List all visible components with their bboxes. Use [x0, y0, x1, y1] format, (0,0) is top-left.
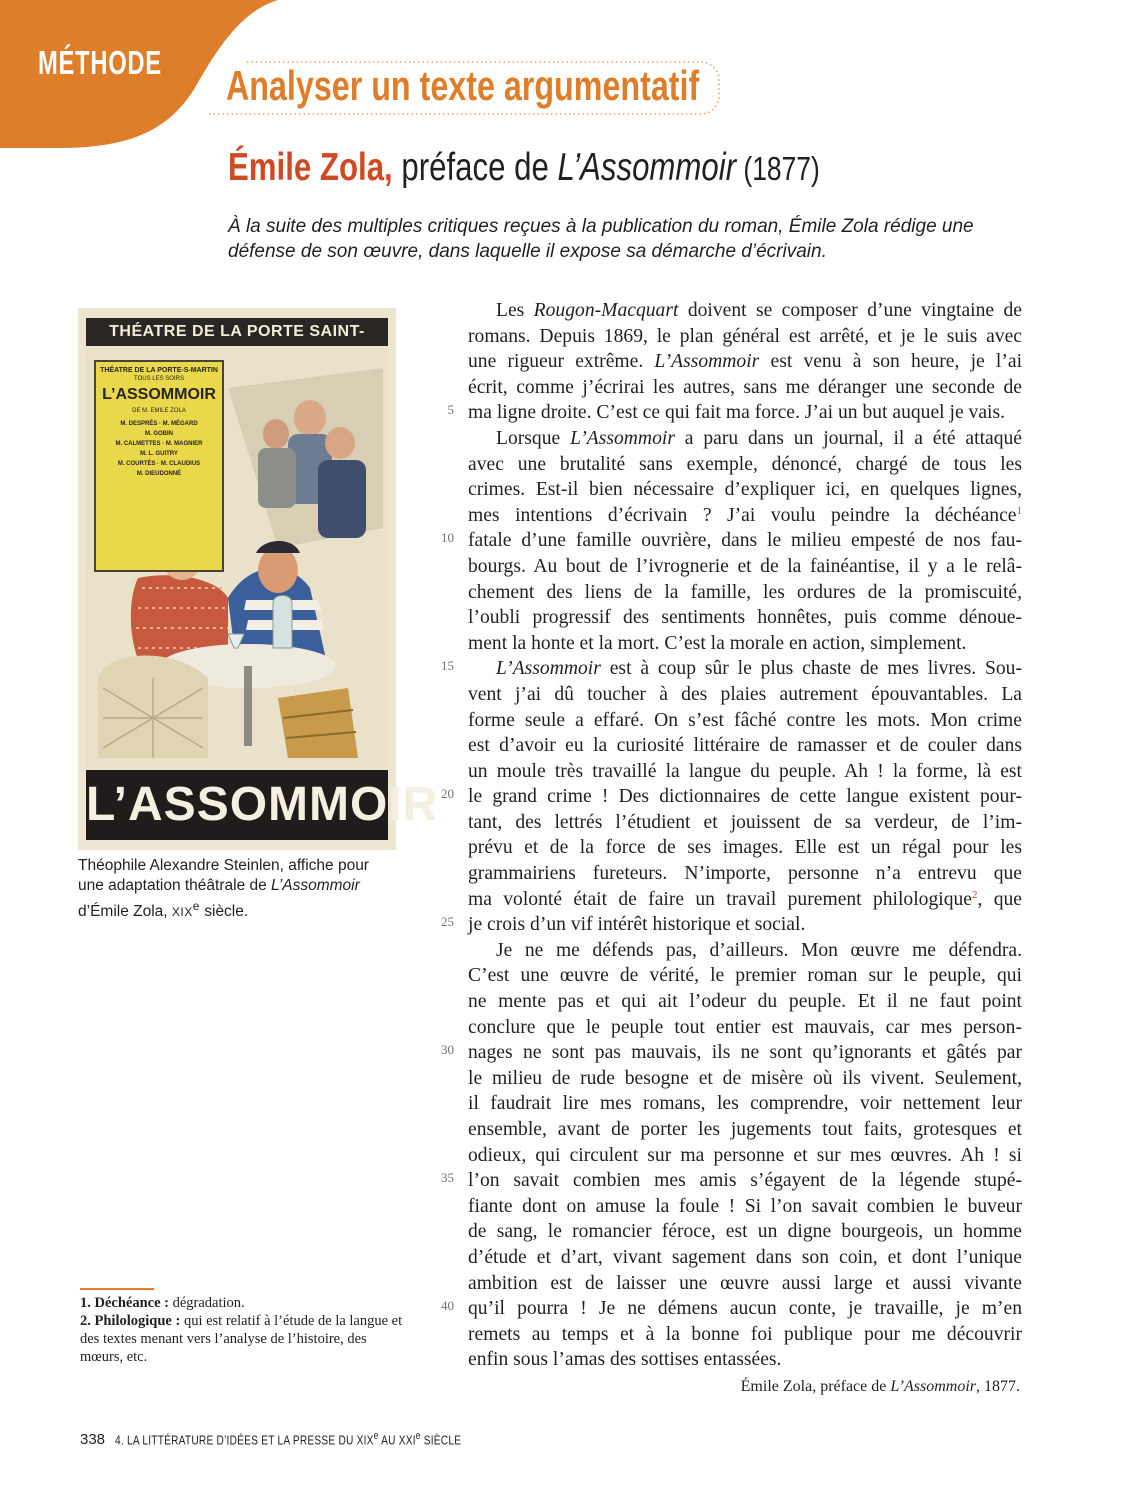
- text-line: remets au temps et à la bonne foi publique pour me découvrir: [468, 1323, 1022, 1345]
- text-line: Lorsque L’Assommoir a paru dans un journal, il a été attaqué: [496, 427, 1023, 449]
- poster-bottom-banner: L’ASSOMMOIR: [86, 770, 388, 840]
- image-caption: [78, 856, 398, 922]
- work-prefix: préface de: [392, 146, 558, 189]
- playbill-cast: [96, 419, 222, 479]
- playbill-cast-line: M. L. GUITRY: [140, 451, 178, 457]
- text-line: Les Rougon-Macquart doivent se composer d’une vingtaine de: [496, 300, 1022, 321]
- text-line: fiante dont on amuse la foule ! Si l’on savait combien le buveur: [468, 1195, 1022, 1217]
- source-prefix: Émile Zola, préface de: [740, 1378, 891, 1395]
- poster-image: [78, 308, 439, 850]
- poster-playbill: [94, 360, 224, 572]
- text-line: ma volonté était de faire un travail purement philologique$^2$, que: [468, 888, 1023, 910]
- footnote-ref-1: 1: [1016, 504, 1022, 517]
- line-number: 15: [441, 658, 454, 673]
- footnote-term: 2. Philologique :: [80, 1313, 181, 1329]
- caption-work: L’Assommoir: [271, 877, 360, 894]
- line-number: 35: [441, 1170, 454, 1185]
- footnote-definition: dégradation.: [168, 1295, 245, 1311]
- text-line: il faudrait lire mes romans, les comprendre, voir nettement leur: [468, 1093, 1022, 1115]
- text-line: d’étude et d’art, vivant sagement dans son coin, et dont l’unique: [468, 1246, 1022, 1268]
- playbill-cast-line: M. CALMETTES · M. MAGNIER: [115, 441, 203, 447]
- text-line: ne mente pas et qui ait l’odeur du peuple. Et il ne faut point: [468, 991, 1022, 1013]
- caption-text: d’Émile Zola,: [78, 903, 172, 921]
- text-line: tant, des lettrés l’étudient et jouissent de sa verdeur, de l’im-: [468, 811, 1022, 833]
- text-line: fatale d’une famille ouvrière, dans le milieu empesté de nos fau-: [468, 530, 1022, 552]
- text-line: de sang, le romancier féroce, est un digne bourgeois, un homme: [468, 1221, 1022, 1243]
- text-line: chement des liens de la famille, les ordures de la promiscuité,: [468, 581, 1022, 603]
- footnote-ref-2: 2: [972, 888, 978, 901]
- footnote-2: [80, 1312, 410, 1366]
- caption-text: siècle.: [199, 903, 249, 921]
- playbill-cast-line: M. DESPRÉS · M. MÉGARD: [120, 421, 198, 427]
- line-number: 20: [441, 786, 454, 801]
- playbill-cast-line: M. COURTÈS · M. CLAUDIUS: [117, 461, 201, 467]
- text-line: l’oubli progressif des sentiments honnêtes, puis comme dénoue-: [468, 607, 1022, 629]
- line-number: 10: [441, 530, 454, 545]
- line-number: 40: [441, 1298, 454, 1313]
- footnote-term: 1. Déchéance :: [80, 1295, 169, 1311]
- playbill-theatre: THÉATRE DE LA PORTE-S-MARTIN: [100, 367, 218, 374]
- line-number: 30: [441, 1042, 454, 1057]
- footnote-1: [80, 1294, 410, 1312]
- text-line: l’on savait combien mes amis s’égayent de la légende stupé-: [468, 1170, 1022, 1192]
- text-line: le grand crime ! Des dictionnaires de cette langue existent pour-: [468, 786, 1022, 808]
- playbill-cast-line: M. GOBIN: [145, 431, 173, 437]
- text-line: enfin sous l’amas des sottises entassées.: [468, 1349, 782, 1371]
- work-name: L’Assommoir: [557, 146, 737, 189]
- footnotes: [80, 1294, 410, 1366]
- chapter-title: 4. LA LITTÉRATURE D’IDÉES ET LA PRESSE DU XIXe AU XXIe SIÈCLE: [115, 1430, 462, 1448]
- text-line: avec une brutalité sans exemple, dénoncé, chargé de tous les: [468, 453, 1022, 475]
- poster-top-banner: THÉATRE DE LA PORTE SAINT-: [86, 318, 388, 346]
- text-line: qu’il pourra ! Je ne démens aucun conte, je travaille, je m’en: [468, 1298, 1022, 1320]
- text-line: est d’avoir eu la curiosité littéraire de ramasser et de couler dans: [468, 735, 1022, 757]
- text-line: ambition est de laisser une œuvre aussi large et aussi vivante: [468, 1272, 1022, 1294]
- section-title: Analyser un texte argumentatif: [226, 62, 700, 109]
- text-line: L’Assommoir est à coup sûr le plus chaste de mes livres. Sou-: [496, 658, 1022, 680]
- footnote-definition: qui est relatif à l’étude de la langue et des textes menant vers l’analyse de l’histoire, des mœurs, etc.: [80, 1313, 403, 1365]
- line-number: 25: [441, 914, 454, 929]
- method-label: MÉTHODE: [38, 44, 162, 81]
- source-work: L’Assommoir: [890, 1378, 976, 1395]
- line-number: 5: [447, 402, 454, 417]
- text-line: grammairiens fureteurs. N’importe, personne n’a entrevu que: [468, 863, 1022, 885]
- text-line: ment la honte et la mort. C’est la morale en action, simplement.: [468, 632, 967, 654]
- page-number: 338: [80, 1431, 106, 1449]
- intro-text: À la suite des multiples critiques reçues à la publication du roman, Émile Zola rédige une défense de son œuvre, dans laquelle il expose sa démarche d’écrivain.: [228, 216, 974, 262]
- text-line: crimes. Est-il bien nécessaire d’expliquer ici, en quelques lignes,: [468, 479, 1022, 501]
- work-year: (1877): [736, 150, 820, 187]
- text-line: romans. Depuis 1869, le plan général est arrêté, et je le suis avec: [468, 325, 1022, 347]
- text-line: écrit, comme j’écrirai les autres, sans me déranger une seconde de: [468, 376, 1022, 398]
- text-line: forme seule a effaré. On s’est fâché contre les mots. Mon crime: [468, 709, 1022, 731]
- text-line: ensemble, avant de porter les jugements tout faits, grotesques et: [468, 1119, 1022, 1140]
- playbill-cast-line: M. DIEUDONNÉ: [136, 471, 182, 477]
- text-line: le milieu de rude besogne et de misère où ils vivent. Seulement,: [468, 1067, 1022, 1089]
- caption-century-sup: e: [192, 899, 200, 913]
- text-line: mes intentions d’écrivain ? J’ai voulu peindre la déchéance$^1$: [468, 504, 1022, 526]
- text-line: vent j’ai dû toucher à des plaies autrement épouvantables. La: [468, 683, 1022, 705]
- playbill-title: L’ASSOMMOIR: [102, 386, 216, 403]
- text-line: odieux, qui circulent sur ma personne et sur mes œuvres. Ah ! si: [468, 1144, 1022, 1166]
- text-line: C’est une œuvre de vérité, le premier roman sur le peuple, qui: [468, 965, 1022, 987]
- text-line: je crois d’un vif intérêt historique et social.: [468, 914, 806, 936]
- text-line: conclure que le peuple tout entier est mauvais, car mes person-: [468, 1016, 1022, 1038]
- caption-century: XIX: [171, 905, 193, 920]
- source-suffix: , 1877.: [976, 1378, 1020, 1395]
- footnote-rule: [80, 1288, 154, 1290]
- work-title: [228, 146, 820, 190]
- caption-text: Théophile Alexandre Steinlen, affiche pour une adaptation théâtrale de: [78, 857, 369, 894]
- author-name: Émile Zola,: [228, 146, 393, 189]
- text-line: un moule très travaillé la langue du peuple. Ah ! la forme, là est: [468, 760, 1022, 782]
- text-line: une rigueur extrême. L’Assommoir est venu à son heure, je l’ai: [468, 351, 1023, 373]
- playbill-author: DE M. EMILE ZOLA: [132, 408, 186, 414]
- playbill-dates: TOUS LES SOIRS: [134, 376, 184, 382]
- text-line: bourgs. Au bout de l’ivrognerie et de la fainéantise, il y a le relâ-: [468, 555, 1022, 577]
- text-line: Je ne me défends pas, d’ailleurs. Mon œuvre me défendra.: [496, 939, 1022, 961]
- text-line: prévu et de la force de ses images. Elle est un régal pour les: [468, 837, 1022, 859]
- text-line: nages ne sont pas mauvais, ils ne sont qu’ignorants et gâtés par: [468, 1042, 1022, 1064]
- text-line: ma ligne droite. C’est ce qui fait ma force. J’ai un but auquel je vais.: [468, 402, 1006, 424]
- source-citation: [600, 1378, 1020, 1396]
- main-text: [441, 298, 1023, 1373]
- page-footer: [80, 1430, 559, 1448]
